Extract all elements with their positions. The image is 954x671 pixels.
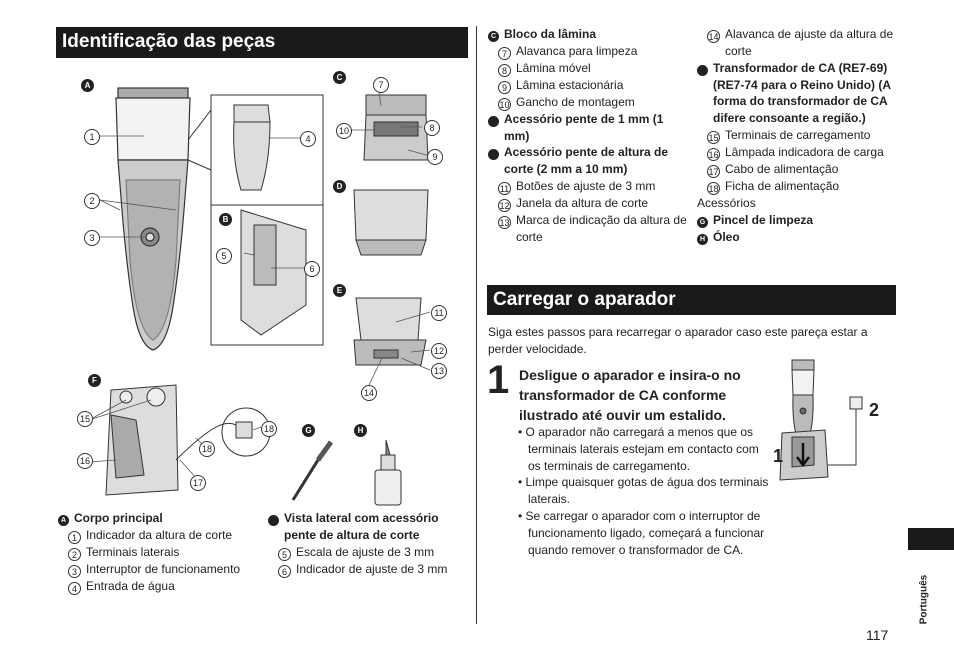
bullet-1: • O aparador não carregará a menos que os terminais laterais estejam em contacto com os terminais de carregamento. [518, 425, 759, 473]
legend-h-letter: H [697, 234, 708, 245]
legend-num-17: 17 [708, 166, 719, 177]
accessories-heading: Acessórios [697, 195, 756, 210]
legend-a-item-4: Entrada de água [86, 578, 175, 593]
callout-15: 15 [77, 411, 93, 427]
callout-10: 10 [336, 123, 352, 139]
callout-14: 14 [361, 385, 377, 401]
legend-a-item-1: Indicador da altura de corte [86, 527, 233, 542]
trimmer-main-body [116, 88, 190, 350]
cleaning-brush [293, 442, 331, 500]
step-bullets [508, 424, 770, 558]
blade-block [364, 95, 428, 160]
legend-d-title: Acessório pente de 1 mm (1 mm) [504, 111, 664, 143]
legend-a-item-2: Terminais laterais [86, 544, 180, 559]
charging-illustration [770, 355, 895, 495]
legend-num-13: 13 [499, 217, 510, 228]
callout-9: 9 [427, 149, 443, 165]
legend-e-title: Acessório pente de altura de corte (2 mm a 10 mm) [504, 145, 669, 177]
legend-a-letter: A [58, 515, 69, 526]
callout-13: 13 [431, 363, 447, 379]
callout-12: 12 [431, 343, 447, 359]
label-b: B [219, 213, 232, 226]
legend-a-item-3: Interruptor de funcionamento [86, 561, 241, 576]
section-title-identificacao: Identificação das peças [56, 27, 468, 58]
legend-d-letter: D [488, 116, 499, 127]
label-f: F [88, 374, 101, 387]
fig-label-1: 1 [773, 446, 784, 466]
legend-num-11: 11 [499, 183, 510, 194]
legend-num-18: 18 [708, 183, 719, 194]
legend-num-3: 3 [68, 565, 81, 578]
legend-c-item-7: Alavanca para limpeza [516, 43, 638, 58]
legend-num-9: 9 [498, 81, 511, 94]
language-tab-label: Português [918, 574, 930, 625]
parts-illustration [56, 60, 476, 510]
legend-b-letter: B [268, 515, 279, 526]
legend-e-item-13: Marca de indicação da altura de corte [516, 212, 687, 244]
charge-intro: Siga estes passos para recarregar o aparador caso este pareça estar a perder velocidade. [488, 325, 868, 356]
legend-e-item-14: Alavanca de ajuste da altura de corte [725, 27, 894, 58]
legend-f-item-18: Ficha de alimentação [725, 178, 840, 193]
callout-8: 8 [424, 120, 440, 136]
legend-c-title: Bloco da lâmina [504, 27, 597, 41]
legend-a-title: Corpo principal [74, 511, 163, 525]
legend-num-16: 16 [708, 149, 719, 160]
callout-16: 16 [77, 453, 93, 469]
legend-num-10: 10 [499, 99, 510, 110]
callout-18a: 18 [199, 441, 215, 457]
legend-num-8: 8 [498, 64, 511, 77]
oil-bottle [375, 440, 401, 505]
legend-f-item-15: Terminais de carregamento [725, 127, 871, 142]
callout-7: 7 [373, 77, 389, 93]
legend-b [262, 510, 473, 578]
page-number: 117 [866, 627, 889, 643]
comb-1mm [354, 190, 428, 255]
legend-right [692, 26, 902, 245]
legend-b-item-6: Indicador de ajuste de 3 mm [296, 561, 448, 576]
language-tab [908, 528, 954, 550]
fig-label-2: 2 [869, 400, 880, 420]
legend-f-letter: F [697, 65, 708, 76]
label-a: A [81, 79, 94, 92]
legend-b-title: Vista lateral com acessório pente de altura de corte [284, 511, 439, 542]
step-number: 1 [487, 358, 510, 402]
step-text: Desligue o aparador e insira-o no transformador de CA conforme ilustrado até ouvir um estalido. [519, 367, 741, 423]
label-d: D [333, 180, 346, 193]
legend-middle [482, 26, 688, 246]
legend-h-title: Óleo [713, 229, 740, 244]
legend-e-item-12: Janela da altura de corte [516, 195, 649, 210]
column-divider [476, 26, 477, 624]
legend-num-5: 5 [278, 548, 291, 561]
legend-g-letter: G [697, 217, 708, 228]
label-h: H [354, 424, 367, 437]
legend-num-15: 15 [708, 132, 719, 143]
legend-num-7: 7 [498, 47, 511, 60]
legend-g-title: Pincel de limpeza [713, 212, 814, 227]
legend-c-item-10: Gancho de montagem [516, 94, 635, 109]
legend-num-4: 4 [68, 582, 81, 595]
legend-a [58, 510, 268, 595]
legend-f-title: Transformador de CA (RE7-69) (RE7-74 para o Reino Unido) (A forma do transformador de CA difere consoante a região.) [713, 60, 891, 126]
bullet-3: • Se carregar o aparador com o interruptor de funcionamento ligado, começará a funcionar quando remover o transformador de CA. [518, 508, 765, 557]
callout-1: 1 [84, 129, 100, 145]
legend-num-14: 14 [708, 32, 719, 42]
callout-3: 3 [84, 230, 100, 246]
callout-11: 11 [431, 305, 447, 321]
legend-c-letter: C [488, 31, 499, 42]
legend-c-item-9: Lâmina estacionária [516, 77, 624, 92]
callout-2: 2 [84, 193, 100, 209]
callout-5: 5 [216, 248, 232, 264]
legend-b-item-5: Escala de ajuste de 3 mm [296, 544, 435, 559]
bullet-2: • Limpe quaisquer gotas de água dos terminais laterais. [518, 475, 769, 507]
section-title-carregar: Carregar o aparador [487, 285, 896, 315]
comb-2-10mm [354, 298, 426, 365]
legend-num-2: 2 [68, 548, 81, 561]
callout-6: 6 [304, 261, 320, 277]
callout-4: 4 [300, 131, 316, 147]
legend-f-item-16: Lâmpada indicadora de carga [725, 144, 884, 159]
callout-18b: 18 [261, 421, 277, 437]
legend-num-1: 1 [68, 531, 81, 544]
label-e: E [333, 284, 346, 297]
legend-e-item-11: Botões de ajuste de 3 mm [516, 178, 656, 193]
callout-17: 17 [190, 475, 206, 491]
legend-f-item-17: Cabo de alimentação [725, 161, 839, 176]
label-g: G [302, 424, 315, 437]
legend-num-6: 6 [278, 565, 291, 578]
legend-num-12: 12 [499, 200, 510, 211]
label-c: C [333, 71, 346, 84]
legend-e-letter: E [488, 149, 499, 160]
ac-adaptor [106, 385, 236, 495]
legend-c-item-8: Lâmina móvel [516, 60, 591, 75]
